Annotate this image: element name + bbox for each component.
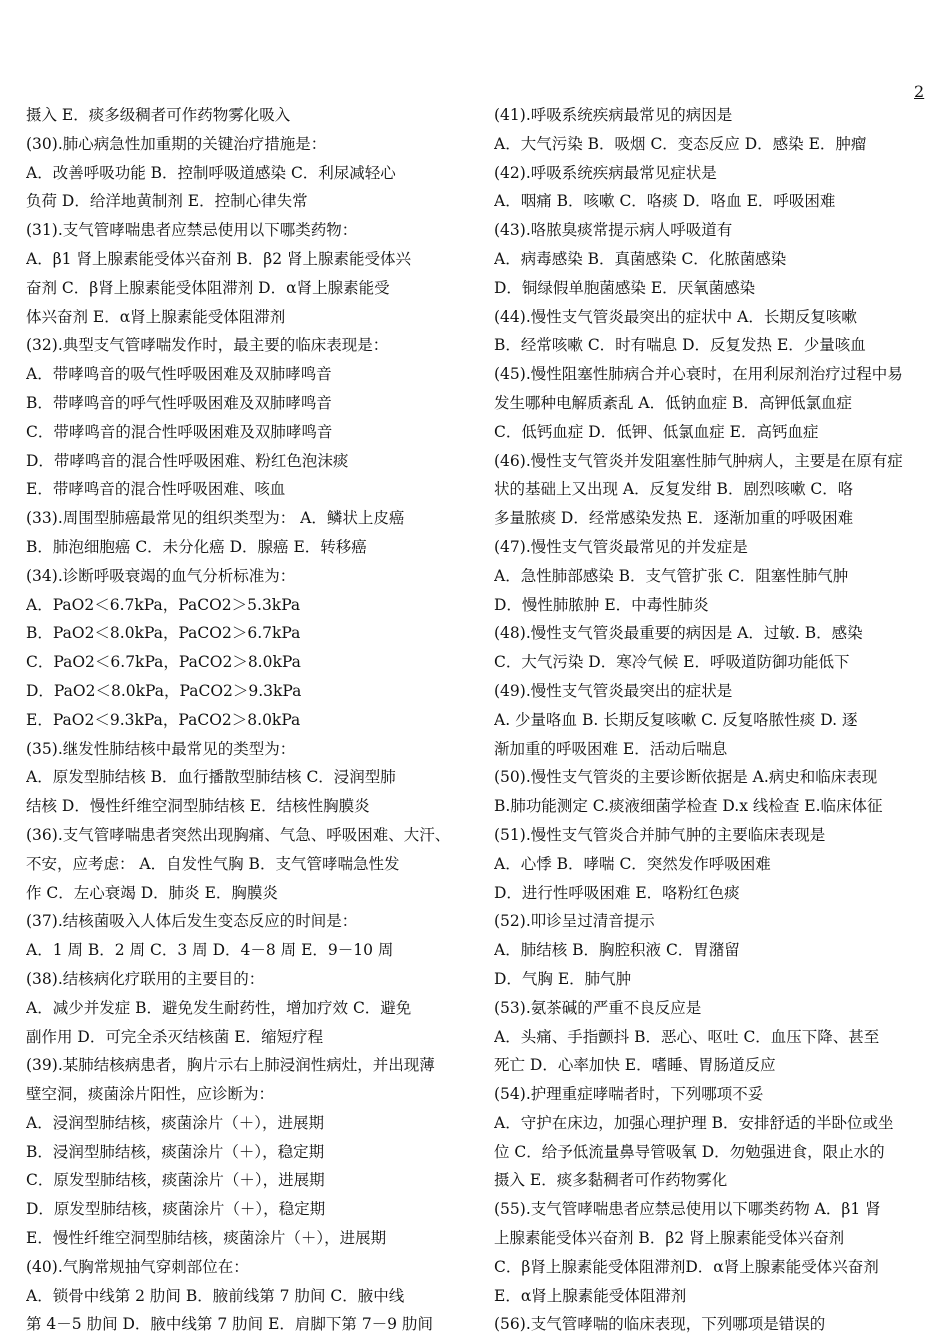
text-line: B.肺功能测定 C.痰液细菌学检查 D.x 线检查 E.临床体征 (494, 797, 883, 816)
text-line: B．带哮鸣音的呼气性呼吸困难及双肺哮鸣音 (26, 393, 332, 412)
text-line: A．病毒感染 B．真菌感染 C．化脓菌感染 (494, 249, 787, 268)
text-line: C．低钙血症 D．低钾、低氯血症 E．高钙血症 (494, 422, 819, 441)
text-line: (30).肺心病急性加重期的关键治疗措施是： (26, 134, 327, 153)
text-line: B．肺泡细胞癌 C．未分化癌 D．腺癌 E．转移癌 (26, 537, 367, 556)
text-line: C．β肾上腺素能受体阻滞剂D．α肾上腺素能受体兴奋剂 (494, 1257, 879, 1276)
text-line: (44).慢性支气管炎最突出的症状中 A．长期反复咳嗽 (494, 307, 857, 326)
text-line: (53).氨茶碱的严重不良反应是 (494, 998, 702, 1017)
text-line: C．PaO2＜6.7kPa，PaCO2＞8.0kPa (26, 653, 301, 672)
text-line: A．大气污染 B．吸烟 C．变态反应 D．感染 E．肿瘤 (494, 134, 867, 153)
text-line: (51).慢性支气管炎合并肺气肿的主要临床表现是 (494, 825, 826, 844)
text-line: (47).慢性支气管炎最常见的并发症是 (494, 537, 748, 556)
text-line: A．守护在床边，加强心理护理 B．安排舒适的半卧位或坐 (494, 1113, 894, 1132)
text-line: A．PaO2＜6.7kPa，PaCO2＞5.3kPa (26, 595, 301, 614)
text-line: E．α肾上腺素能受体阻滞剂 (494, 1286, 687, 1305)
text-line: B．经常咳嗽 C．时有喘息 D．反复发热 E．少量咳血 (494, 336, 866, 355)
text-line: D．慢性肺脓肿 E．中毒性肺炎 (494, 595, 709, 614)
text-line: A. 少量咯血 B. 长期反复咳嗽 C. 反复咯脓性痰 D. 逐 (494, 710, 858, 729)
text-line: (46).慢性支气管炎并发阻塞性肺气肿病人，主要是在原有症 (494, 451, 903, 470)
text-line: 作 C．左心衰竭 D．肺炎 E．胸膜炎 (26, 883, 278, 902)
text-line: 奋剂 C．β肾上腺素能受体阻滞剂 D．α肾上腺素能受 (26, 278, 390, 297)
left-column (26, 101, 458, 1339)
text-line: A．原发型肺结核 B．血行播散型肺结核 C．浸润型肺 (26, 768, 396, 787)
text-line: D．原发型肺结核，痰菌涂片（＋），稳定期 (26, 1200, 326, 1219)
text-line: A．头痛、手指颤抖 B．恶心、呕吐 C．血压下降、甚至 (494, 1027, 880, 1046)
text-line: 状的基础上又出现 A．反复发绀 B．剧烈咳嗽 C．咯 (494, 480, 854, 499)
right-column (494, 101, 926, 1339)
text-line: E．带哮鸣音的混合性呼吸困难、咳血 (26, 480, 286, 499)
text-line: (34).诊断呼吸衰竭的血气分析标准为： (26, 566, 296, 585)
text-line: (37).结核菌吸入人体后发生变态反应的时间是： (26, 912, 358, 931)
text-line: (49).慢性支气管炎最突出的症状是 (494, 681, 733, 700)
text-line: 上腺素能受体兴奋剂 B．β2 肾上腺素能受体兴奋剂 (494, 1229, 845, 1248)
text-line: (39).某肺结核病患者，胸片示右上肺浸润性病灶，并出现薄 (26, 1056, 435, 1075)
text-line: 体兴奋剂 E．α肾上腺素能受体阻滞剂 (26, 307, 286, 326)
text-line: (48).慢性支气管炎最重要的病因是 A．过敏. B．感染 (494, 624, 863, 643)
text-line: (56).支气管哮喘的临床表现，下列哪项是错误的 (494, 1315, 826, 1334)
text-line: (33).周围型肺癌最常见的组织类型为： A．鳞状上皮癌 (26, 509, 405, 528)
text-line: E．慢性纤维空洞型肺结核，痰菌涂片（＋），进展期 (26, 1229, 387, 1248)
text-line: (43).咯脓臭痰常提示病人呼吸道有 (494, 221, 733, 240)
text-line: 多量脓痰 D．经常感染发热 E．逐渐加重的呼吸困难 (494, 509, 854, 528)
text-line: A．减少并发症 B．避免发生耐药性，增加疗效 C．避免 (26, 998, 412, 1017)
text-line: A．带哮鸣音的吸气性呼吸困难及双肺哮鸣音 (26, 365, 332, 384)
text-line: B．浸润型肺结核，痰菌涂片（＋），稳定期 (26, 1142, 325, 1161)
text-line: B．PaO2＜8.0kPa，PaCO2＞6.7kPa (26, 624, 301, 643)
page-number: 2 (914, 82, 925, 101)
text-line: A．1 周 B．2 周 C．3 周 D．4－8 周 E．9－10 周 (26, 941, 394, 960)
text-line: 位 C．给予低流量鼻导管吸氧 D．勿勉强进食，限止水的 (494, 1142, 885, 1161)
text-line: 死亡 D．心率加快 E．嗜睡、胃肠道反应 (494, 1056, 776, 1075)
text-line: C．大气污染 D．寒冷气候 E．呼吸道防御功能低下 (494, 653, 850, 672)
text-line: D．铜绿假单胞菌感染 E．厌氧菌感染 (494, 278, 756, 297)
text-line: 摄入 E．痰多级稠者可作药物雾化吸入 (26, 106, 291, 124)
text-line: (32).典型支气管哮喘发作时，最主要的临床表现是： (26, 336, 389, 355)
text-line: (42).呼吸系统疾病最常见症状是 (494, 163, 717, 182)
text-line: (54).护理重症哮喘者时，下列哪项不妥 (494, 1085, 764, 1104)
text-line: A．咽痛 B．咳嗽 C．咯痰 D．咯血 E．呼吸困难 (494, 192, 836, 211)
text-line: 副作用 D．可完全杀灭结核菌 E．缩短疗程 (26, 1027, 324, 1046)
text-line: A．改善呼吸功能 B．控制呼吸道感染 C．利尿减轻心 (26, 163, 396, 182)
text-line: (45).慢性阻塞性肺病合并心衰时，在用利尿剂治疗过程中易 (494, 365, 903, 384)
text-line: A．β1 肾上腺素能受体兴奋剂 B．β2 肾上腺素能受体兴 (26, 249, 412, 268)
text-line: 壁空洞，痰菌涂片阳性，应诊断为： (26, 1085, 275, 1104)
text-line: A．心悸 B．哮喘 C．突然发作呼吸困难 (494, 854, 771, 873)
text-line: D．气胸 E．肺气肿 (494, 969, 632, 988)
text-line: C．原发型肺结核，痰菌涂片（＋），进展期 (26, 1171, 325, 1190)
text-line: 不安，应考虑： A．自发性气胸 B．支气管哮喘急性发 (26, 854, 400, 873)
text-line: 发生哪种电解质紊乱 A．低钠血症 B．高钾低氯血症 (494, 393, 852, 412)
text-line: 第 4－5 肋间 D．腋中线第 7 肋间 E．肩脚下第 7－9 肋间 (26, 1315, 433, 1334)
text-line: D．进行性呼吸困难 E．咯粉红色痰 (494, 883, 740, 902)
text-line: A．肺结核 B．胸腔积液 C．胃潴留 (494, 941, 740, 960)
text-line: (38).结核病化疗联用的主要目的： (26, 969, 265, 988)
text-line: (55).支气管哮喘患者应禁忌使用以下哪类药物 A．β1 肾 (494, 1200, 881, 1219)
text-line: (41).呼吸系统疾病最常见的病因是 (494, 106, 733, 124)
text-line: A．锁骨中线第 2 肋间 B．腋前线第 7 肋间 C．腋中线 (26, 1286, 405, 1305)
text-line: (36).支气管哮喘患者突然出现胸痛、气急、呼吸困难、大汗、 (26, 825, 451, 844)
text-line: A．浸润型肺结核，痰菌涂片（＋），进展期 (26, 1113, 324, 1132)
text-line: A．急性肺部感染 B．支气管扩张 C．阻塞性肺气肿 (494, 566, 849, 585)
text-line: (35).继发性肺结核中最常见的类型为： (26, 739, 296, 758)
text-line: D．PaO2＜8.0kPa，PaCO2＞9.3kPa (26, 681, 302, 700)
text-line: (31).支气管哮喘患者应禁忌使用以下哪类药物： (26, 221, 358, 240)
text-line: (50).慢性支气管炎的主要诊断依据是 A.病史和临床表现 (494, 768, 878, 787)
text-line: (52).叩诊呈过清音提示 (494, 912, 655, 931)
text-line: 摄入 E．痰多黏稠者可作药物雾化 (494, 1171, 728, 1190)
text-line: 负荷 D．给洋地黄制剂 E．控制心律失常 (26, 192, 308, 211)
text-line: (40).气胸常规抽气穿刺部位在： (26, 1257, 249, 1276)
text-line: 渐加重的呼吸困难 E．活动后喘息 (494, 739, 728, 758)
text-line: 结核 D．慢性纤维空洞型肺结核 E．结核性胸膜炎 (26, 797, 370, 816)
text-line: E．PaO2＜9.3kPa，PaCO2＞8.0kPa (26, 710, 301, 729)
text-line: C．带哮鸣音的混合性呼吸困难及双肺哮鸣音 (26, 422, 333, 441)
text-line: D．带哮鸣音的混合性呼吸困难、粉红色泡沫痰 (26, 451, 349, 470)
